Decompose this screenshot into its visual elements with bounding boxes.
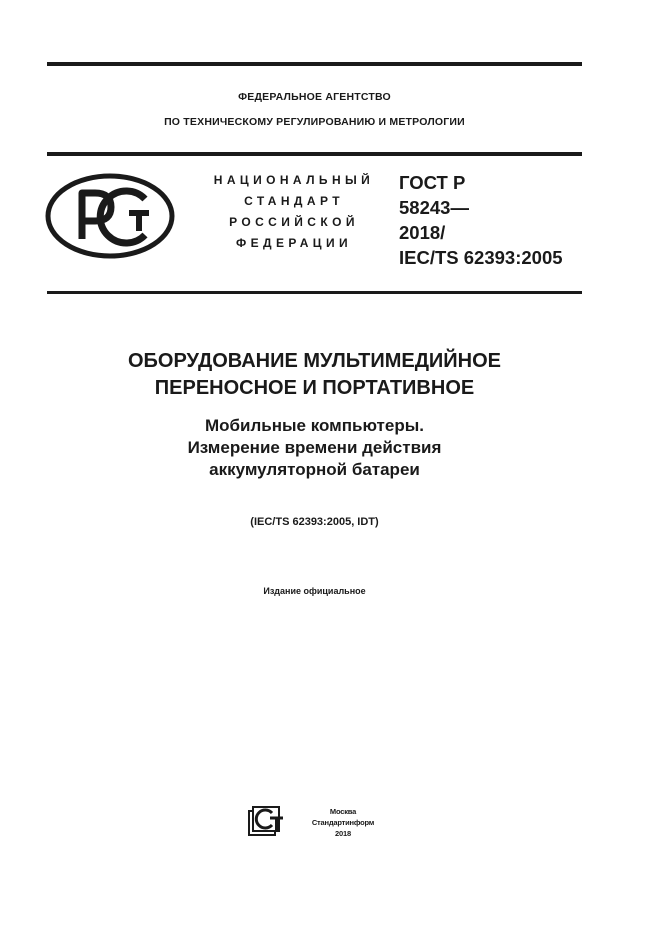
identification: (IEC/TS 62393:2005, IDT) xyxy=(250,516,379,528)
publisher-info xyxy=(300,806,386,839)
standartinform-logo-icon xyxy=(248,806,286,838)
subtitle-line-3: аккумуляторной батареи xyxy=(209,460,420,479)
national-line-4: ФЕДЕРАЦИИ xyxy=(235,236,353,250)
national-line-3: РОССИЙСКОЙ xyxy=(229,215,359,229)
subtitle-line-1: Мобильные компьютеры. xyxy=(205,416,424,435)
gost-designation xyxy=(399,170,563,270)
title-line-1: ОБОРУДОВАНИЕ МУЛЬТИМЕДИЙНОЕ xyxy=(127,350,502,372)
document-title xyxy=(47,348,582,402)
edition-label: Издание официальное xyxy=(263,586,366,596)
gost-line-3: 2018/ xyxy=(399,222,446,243)
national-line-1: НАЦИОНАЛЬНЫЙ xyxy=(213,173,375,187)
agency-line-1: ФЕДЕРАЛЬНОЕ АГЕНТСТВО xyxy=(238,91,391,103)
bottom-rule xyxy=(47,291,582,294)
middle-rule xyxy=(47,152,582,156)
title-line-2: ПЕРЕНОСНОЕ И ПОРТАТИВНОЕ xyxy=(154,377,475,399)
document-subtitle xyxy=(47,415,582,481)
subtitle-line-2: Измерение времени действия xyxy=(187,438,442,457)
top-rule xyxy=(47,62,582,66)
agency-line-2: ПО ТЕХНИЧЕСКОМУ РЕГУЛИРОВАНИЮ И МЕТРОЛОГИИ xyxy=(164,116,465,128)
national-line-2: СТАНДАРТ xyxy=(244,194,344,208)
publisher-city: Москва xyxy=(329,807,357,816)
pct-emblem-icon xyxy=(45,173,175,259)
gost-line-4: IEC/TS 62393:2005 xyxy=(399,247,563,268)
national-standard-label xyxy=(196,170,392,254)
gost-line-2: 58243— xyxy=(399,197,469,218)
gost-line-1: ГОСТ Р xyxy=(399,172,466,193)
publisher-name: Стандартинформ xyxy=(311,818,375,827)
publisher-year: 2018 xyxy=(335,829,351,838)
